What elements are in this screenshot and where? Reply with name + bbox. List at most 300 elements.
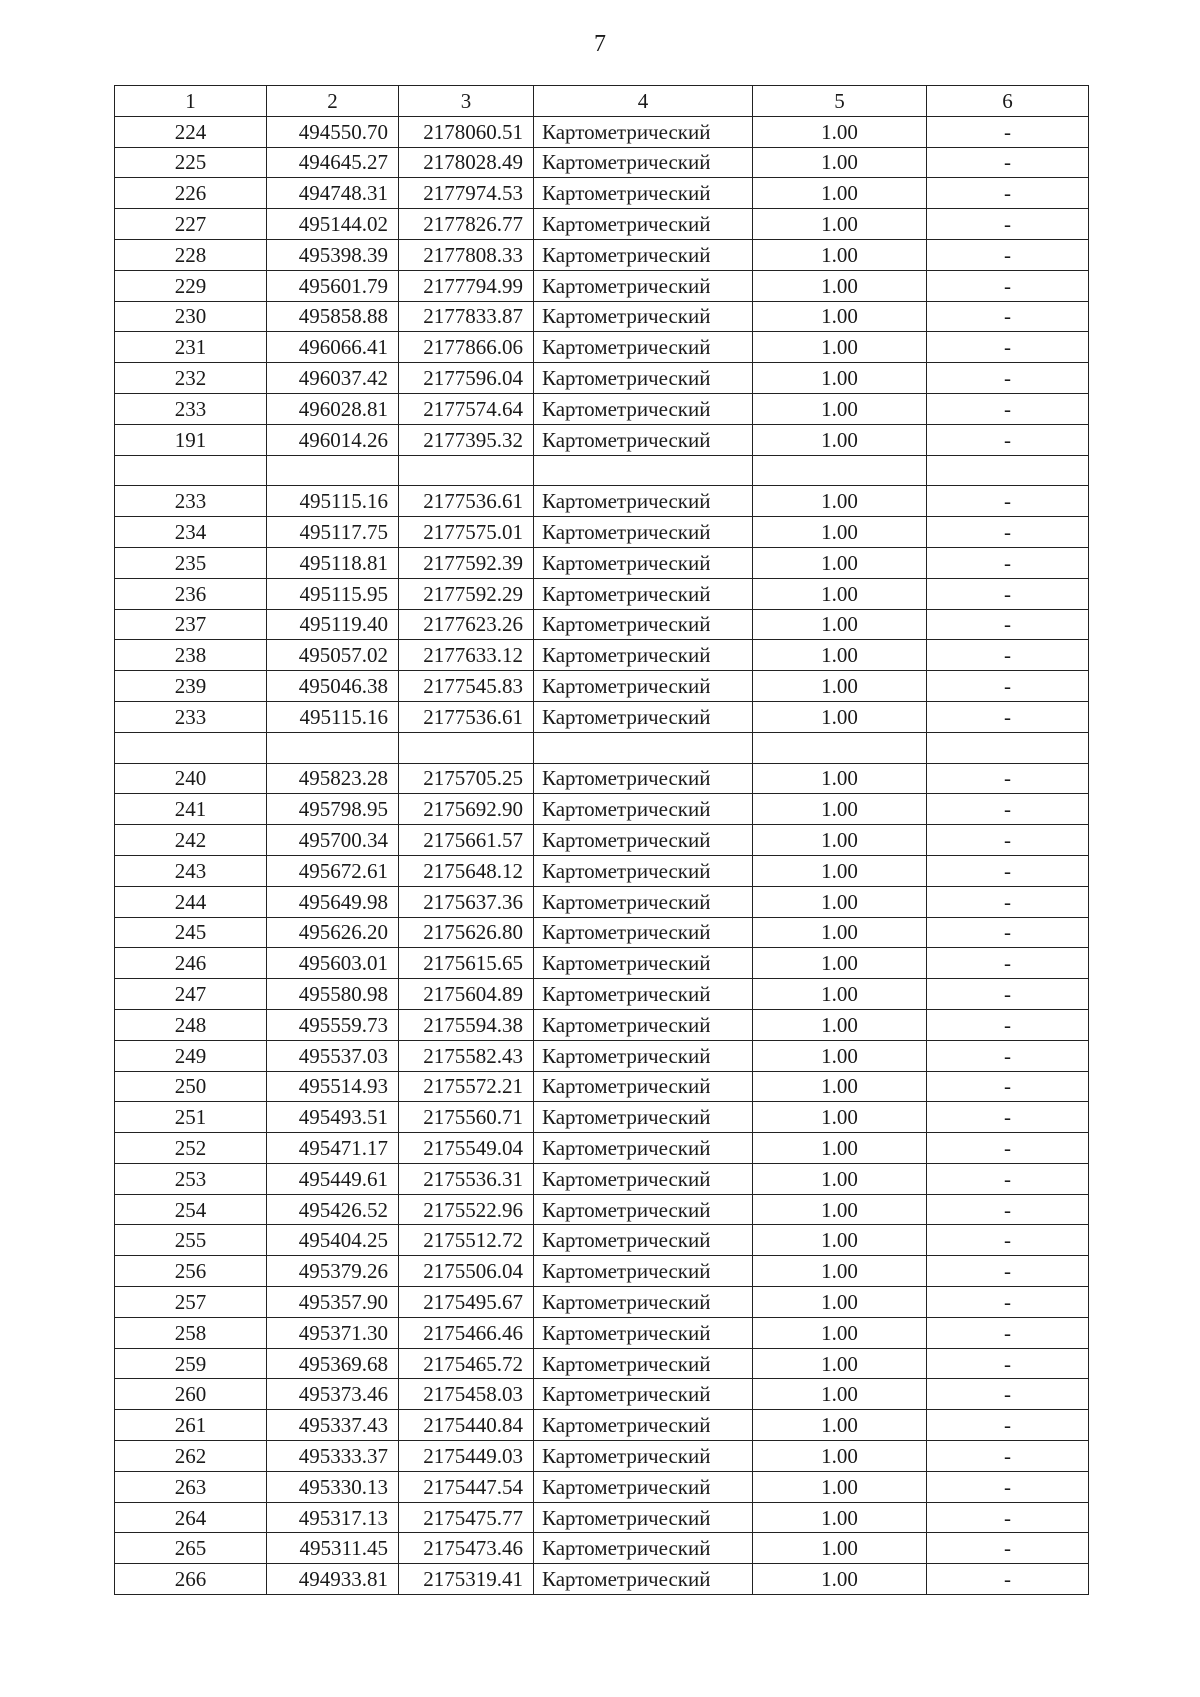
- cell-x: 495379.26: [267, 1256, 399, 1287]
- cell-point-number: 263: [115, 1471, 267, 1502]
- cell-description: [927, 732, 1089, 763]
- cell-accuracy: [753, 455, 927, 486]
- cell-method: Картометрический: [534, 393, 753, 424]
- cell-accuracy: 1.00: [753, 547, 927, 578]
- cell-method: Картометрический: [534, 363, 753, 394]
- cell-point-number: 237: [115, 609, 267, 640]
- cell-method: Картометрический: [534, 640, 753, 671]
- table-row: [115, 578, 1089, 609]
- cell-description: -: [927, 239, 1089, 270]
- cell-accuracy: 1.00: [753, 486, 927, 517]
- cell-accuracy: 1.00: [753, 1471, 927, 1502]
- page-number: 7: [594, 31, 606, 57]
- cell-y: 2177592.29: [399, 578, 534, 609]
- cell-point-number: [115, 455, 267, 486]
- cell-point-number: 243: [115, 855, 267, 886]
- cell-method: Картометрический: [534, 701, 753, 732]
- cell-x: 496028.81: [267, 393, 399, 424]
- table-row: [115, 1348, 1089, 1379]
- table-row: [115, 1287, 1089, 1318]
- cell-y: [399, 455, 534, 486]
- cell-method: Картометрический: [534, 1471, 753, 1502]
- cell-description: -: [927, 547, 1089, 578]
- cell-description: -: [927, 424, 1089, 455]
- cell-method: Картометрический: [534, 1441, 753, 1472]
- cell-point-number: 235: [115, 547, 267, 578]
- cell-accuracy: 1.00: [753, 1317, 927, 1348]
- table-row: [115, 486, 1089, 517]
- cell-y: 2177623.26: [399, 609, 534, 640]
- header-cell-method: 4: [534, 86, 753, 117]
- cell-y: 2175604.89: [399, 979, 534, 1010]
- cell-x: 494645.27: [267, 147, 399, 178]
- cell-x: 495057.02: [267, 640, 399, 671]
- table-body: [115, 116, 1089, 1594]
- cell-y: 2175506.04: [399, 1256, 534, 1287]
- cell-y: 2175522.96: [399, 1194, 534, 1225]
- cell-accuracy: 1.00: [753, 763, 927, 794]
- cell-accuracy: 1.00: [753, 917, 927, 948]
- cell-y: 2175615.65: [399, 948, 534, 979]
- cell-point-number: 191: [115, 424, 267, 455]
- cell-accuracy: 1.00: [753, 178, 927, 209]
- cell-accuracy: 1.00: [753, 1379, 927, 1410]
- cell-point-number: 259: [115, 1348, 267, 1379]
- cell-point-number: 241: [115, 794, 267, 825]
- table-row: [115, 209, 1089, 240]
- cell-method: Картометрический: [534, 671, 753, 702]
- cell-point-number: 245: [115, 917, 267, 948]
- cell-method: Картометрический: [534, 270, 753, 301]
- cell-method: Картометрический: [534, 1533, 753, 1564]
- cell-point-number: 239: [115, 671, 267, 702]
- cell-accuracy: 1.00: [753, 332, 927, 363]
- cell-y: 2177974.53: [399, 178, 534, 209]
- cell-description: -: [927, 209, 1089, 240]
- cell-accuracy: [753, 732, 927, 763]
- cell-x: 495337.43: [267, 1410, 399, 1441]
- cell-x: 495798.95: [267, 794, 399, 825]
- table-row: [115, 1471, 1089, 1502]
- cell-x: 495603.01: [267, 948, 399, 979]
- table-row: [115, 1102, 1089, 1133]
- table-row: [115, 1009, 1089, 1040]
- header-cell-accuracy: 5: [753, 86, 927, 117]
- cell-x: 495672.61: [267, 855, 399, 886]
- table-row: [115, 671, 1089, 702]
- cell-x: 495115.16: [267, 701, 399, 732]
- cell-x: 495823.28: [267, 763, 399, 794]
- cell-y: 2177826.77: [399, 209, 534, 240]
- cell-y: 2175692.90: [399, 794, 534, 825]
- cell-accuracy: 1.00: [753, 301, 927, 332]
- cell-point-number: 255: [115, 1225, 267, 1256]
- cell-method: Картометрический: [534, 1133, 753, 1164]
- cell-description: -: [927, 1564, 1089, 1595]
- cell-accuracy: 1.00: [753, 209, 927, 240]
- cell-x: 495317.13: [267, 1502, 399, 1533]
- cell-description: -: [927, 116, 1089, 147]
- cell-accuracy: 1.00: [753, 1410, 927, 1441]
- cell-y: 2175626.80: [399, 917, 534, 948]
- cell-point-number: 233: [115, 393, 267, 424]
- cell-x: 495144.02: [267, 209, 399, 240]
- cell-point-number: 231: [115, 332, 267, 363]
- cell-accuracy: 1.00: [753, 270, 927, 301]
- cell-description: -: [927, 979, 1089, 1010]
- table-row: [115, 886, 1089, 917]
- cell-y: 2175473.46: [399, 1533, 534, 1564]
- cell-point-number: 224: [115, 116, 267, 147]
- header-cell-point-number: 1: [115, 86, 267, 117]
- cell-accuracy: 1.00: [753, 116, 927, 147]
- table-row: [115, 1379, 1089, 1410]
- cell-method: Картометрический: [534, 1040, 753, 1071]
- cell-description: -: [927, 1441, 1089, 1472]
- cell-method: Картометрический: [534, 1102, 753, 1133]
- cell-point-number: 232: [115, 363, 267, 394]
- table-row: [115, 1317, 1089, 1348]
- cell-method: Картометрический: [534, 794, 753, 825]
- cell-point-number: 244: [115, 886, 267, 917]
- cell-point-number: [115, 732, 267, 763]
- cell-point-number: 250: [115, 1071, 267, 1102]
- cell-accuracy: 1.00: [753, 1163, 927, 1194]
- cell-description: -: [927, 1471, 1089, 1502]
- cell-point-number: 254: [115, 1194, 267, 1225]
- cell-point-number: 227: [115, 209, 267, 240]
- table-row: [115, 332, 1089, 363]
- cell-description: -: [927, 1040, 1089, 1071]
- cell-description: -: [927, 671, 1089, 702]
- cell-description: -: [927, 1287, 1089, 1318]
- cell-x: 495369.68: [267, 1348, 399, 1379]
- table-row: [115, 1564, 1089, 1595]
- cell-description: -: [927, 917, 1089, 948]
- cell-y: 2177575.01: [399, 517, 534, 548]
- cell-point-number: 260: [115, 1379, 267, 1410]
- cell-method: Картометрический: [534, 948, 753, 979]
- cell-method: Картометрический: [534, 1348, 753, 1379]
- table-row: [115, 763, 1089, 794]
- cell-accuracy: 1.00: [753, 517, 927, 548]
- cell-accuracy: 1.00: [753, 1040, 927, 1071]
- cell-x: 495119.40: [267, 609, 399, 640]
- cell-accuracy: 1.00: [753, 671, 927, 702]
- cell-x: 495373.46: [267, 1379, 399, 1410]
- cell-x: 495449.61: [267, 1163, 399, 1194]
- cell-point-number: 228: [115, 239, 267, 270]
- cell-y: 2177808.33: [399, 239, 534, 270]
- cell-point-number: 230: [115, 301, 267, 332]
- cell-accuracy: 1.00: [753, 1348, 927, 1379]
- cell-accuracy: 1.00: [753, 1102, 927, 1133]
- table-row: [115, 948, 1089, 979]
- cell-description: -: [927, 825, 1089, 856]
- cell-method: Картометрический: [534, 855, 753, 886]
- cell-method: Картометрический: [534, 424, 753, 455]
- cell-method: Картометрический: [534, 332, 753, 363]
- cell-description: -: [927, 886, 1089, 917]
- cell-x: [267, 732, 399, 763]
- header-cell-description: 6: [927, 86, 1089, 117]
- table-row: [115, 701, 1089, 732]
- cell-description: -: [927, 1533, 1089, 1564]
- cell-y: 2177395.32: [399, 424, 534, 455]
- cell-accuracy: 1.00: [753, 701, 927, 732]
- table-row: [115, 1533, 1089, 1564]
- cell-description: -: [927, 1133, 1089, 1164]
- table-row: [115, 424, 1089, 455]
- cell-y: 2175661.57: [399, 825, 534, 856]
- table-header: [115, 86, 1089, 117]
- cell-description: -: [927, 1502, 1089, 1533]
- cell-y: 2175560.71: [399, 1102, 534, 1133]
- cell-description: -: [927, 332, 1089, 363]
- cell-description: -: [927, 1102, 1089, 1133]
- cell-x: 495115.16: [267, 486, 399, 517]
- cell-description: -: [927, 363, 1089, 394]
- cell-method: Картометрический: [534, 1225, 753, 1256]
- table-row: [115, 979, 1089, 1010]
- cell-y: 2175449.03: [399, 1441, 534, 1472]
- cell-description: -: [927, 794, 1089, 825]
- cell-y: [399, 732, 534, 763]
- cell-point-number: 249: [115, 1040, 267, 1071]
- cell-x: 495046.38: [267, 671, 399, 702]
- cell-method: Картометрический: [534, 116, 753, 147]
- cell-description: -: [927, 948, 1089, 979]
- cell-y: 2175466.46: [399, 1317, 534, 1348]
- cell-method: Картометрический: [534, 886, 753, 917]
- cell-x: 495117.75: [267, 517, 399, 548]
- cell-description: -: [927, 701, 1089, 732]
- cell-method: Картометрический: [534, 1410, 753, 1441]
- cell-accuracy: 1.00: [753, 363, 927, 394]
- cell-point-number: 251: [115, 1102, 267, 1133]
- cell-method: Картометрический: [534, 1287, 753, 1318]
- cell-y: 2177794.99: [399, 270, 534, 301]
- table-row: [115, 1502, 1089, 1533]
- cell-accuracy: 1.00: [753, 147, 927, 178]
- cell-description: -: [927, 1194, 1089, 1225]
- cell-description: [927, 455, 1089, 486]
- cell-description: -: [927, 578, 1089, 609]
- table-row: [115, 301, 1089, 332]
- cell-method: Картометрический: [534, 979, 753, 1010]
- cell-point-number: 242: [115, 825, 267, 856]
- cell-y: 2175465.72: [399, 1348, 534, 1379]
- cell-y: 2175475.77: [399, 1502, 534, 1533]
- table-row: [115, 1163, 1089, 1194]
- cell-point-number: 247: [115, 979, 267, 1010]
- cell-description: -: [927, 855, 1089, 886]
- cell-method: Картометрический: [534, 609, 753, 640]
- cell-description: -: [927, 517, 1089, 548]
- cell-accuracy: 1.00: [753, 1287, 927, 1318]
- cell-accuracy: 1.00: [753, 794, 927, 825]
- cell-point-number: 262: [115, 1441, 267, 1472]
- table-row: [115, 794, 1089, 825]
- cell-accuracy: 1.00: [753, 239, 927, 270]
- cell-x: 495333.37: [267, 1441, 399, 1472]
- cell-y: 2177592.39: [399, 547, 534, 578]
- table-row: [115, 1225, 1089, 1256]
- cell-y: 2175440.84: [399, 1410, 534, 1441]
- cell-y: 2175637.36: [399, 886, 534, 917]
- cell-x: 495700.34: [267, 825, 399, 856]
- cell-y: 2175319.41: [399, 1564, 534, 1595]
- cell-accuracy: 1.00: [753, 1225, 927, 1256]
- cell-y: 2177866.06: [399, 332, 534, 363]
- cell-point-number: 246: [115, 948, 267, 979]
- cell-point-number: 229: [115, 270, 267, 301]
- table-row: [115, 1194, 1089, 1225]
- cell-description: -: [927, 1163, 1089, 1194]
- cell-method: Картометрический: [534, 917, 753, 948]
- table-row: [115, 1133, 1089, 1164]
- cell-point-number: 258: [115, 1317, 267, 1348]
- cell-point-number: 266: [115, 1564, 267, 1595]
- table-row: [115, 455, 1089, 486]
- cell-point-number: 234: [115, 517, 267, 548]
- cell-description: -: [927, 1256, 1089, 1287]
- cell-x: 496014.26: [267, 424, 399, 455]
- cell-x: 495858.88: [267, 301, 399, 332]
- cell-method: [534, 732, 753, 763]
- cell-x: 495118.81: [267, 547, 399, 578]
- cell-description: -: [927, 1009, 1089, 1040]
- cell-y: 2175648.12: [399, 855, 534, 886]
- cell-point-number: 256: [115, 1256, 267, 1287]
- cell-accuracy: 1.00: [753, 979, 927, 1010]
- table-row: [115, 855, 1089, 886]
- cell-accuracy: 1.00: [753, 393, 927, 424]
- cell-method: Картометрический: [534, 825, 753, 856]
- cell-point-number: 261: [115, 1410, 267, 1441]
- cell-y: 2177574.64: [399, 393, 534, 424]
- cell-accuracy: 1.00: [753, 948, 927, 979]
- cell-x: 495115.95: [267, 578, 399, 609]
- cell-accuracy: 1.00: [753, 640, 927, 671]
- table-row: [115, 116, 1089, 147]
- cell-x: 496037.42: [267, 363, 399, 394]
- cell-x: 494933.81: [267, 1564, 399, 1595]
- cell-x: 495601.79: [267, 270, 399, 301]
- cell-y: 2175549.04: [399, 1133, 534, 1164]
- cell-description: -: [927, 1317, 1089, 1348]
- cell-y: 2175582.43: [399, 1040, 534, 1071]
- cell-x: 495398.39: [267, 239, 399, 270]
- cell-y: 2177596.04: [399, 363, 534, 394]
- cell-y: 2177536.61: [399, 701, 534, 732]
- cell-x: 495559.73: [267, 1009, 399, 1040]
- cell-method: Картометрический: [534, 239, 753, 270]
- table-row: [115, 825, 1089, 856]
- cell-description: -: [927, 147, 1089, 178]
- table-row: [115, 1040, 1089, 1071]
- coordinates-table: [114, 85, 1089, 1595]
- cell-x: [267, 455, 399, 486]
- cell-x: 495537.03: [267, 1040, 399, 1071]
- table-row: [115, 363, 1089, 394]
- cell-description: -: [927, 1225, 1089, 1256]
- cell-x: 495626.20: [267, 917, 399, 948]
- cell-x: 495426.52: [267, 1194, 399, 1225]
- cell-x: 495371.30: [267, 1317, 399, 1348]
- table-row: [115, 239, 1089, 270]
- cell-x: 495311.45: [267, 1533, 399, 1564]
- table-row: [115, 1441, 1089, 1472]
- cell-description: -: [927, 763, 1089, 794]
- table-row: [115, 393, 1089, 424]
- table-row: [115, 547, 1089, 578]
- cell-x: 495404.25: [267, 1225, 399, 1256]
- cell-accuracy: 1.00: [753, 578, 927, 609]
- cell-method: [534, 455, 753, 486]
- cell-point-number: 257: [115, 1287, 267, 1318]
- table-row: [115, 147, 1089, 178]
- cell-accuracy: 1.00: [753, 1502, 927, 1533]
- cell-accuracy: 1.00: [753, 1441, 927, 1472]
- cell-point-number: 236: [115, 578, 267, 609]
- cell-y: 2178028.49: [399, 147, 534, 178]
- cell-y: 2175705.25: [399, 763, 534, 794]
- cell-point-number: 240: [115, 763, 267, 794]
- cell-description: -: [927, 1071, 1089, 1102]
- header-row: [115, 86, 1089, 117]
- cell-method: Картометрический: [534, 578, 753, 609]
- cell-method: Картометрический: [534, 1194, 753, 1225]
- cell-description: -: [927, 393, 1089, 424]
- cell-method: Картометрический: [534, 763, 753, 794]
- cell-y: 2175572.21: [399, 1071, 534, 1102]
- cell-accuracy: 1.00: [753, 825, 927, 856]
- cell-y: 2175512.72: [399, 1225, 534, 1256]
- cell-method: Картометрический: [534, 209, 753, 240]
- table-row: [115, 178, 1089, 209]
- cell-method: Картометрический: [534, 1256, 753, 1287]
- cell-accuracy: 1.00: [753, 1009, 927, 1040]
- cell-x: 495580.98: [267, 979, 399, 1010]
- cell-y: 2177536.61: [399, 486, 534, 517]
- cell-y: 2177545.83: [399, 671, 534, 702]
- cell-method: Картометрический: [534, 1564, 753, 1595]
- cell-description: -: [927, 609, 1089, 640]
- cell-method: Картометрический: [534, 301, 753, 332]
- cell-accuracy: 1.00: [753, 1071, 927, 1102]
- cell-accuracy: 1.00: [753, 1194, 927, 1225]
- cell-y: 2175495.67: [399, 1287, 534, 1318]
- table-row: [115, 1410, 1089, 1441]
- cell-method: Картометрический: [534, 1379, 753, 1410]
- cell-method: Картометрический: [534, 486, 753, 517]
- cell-method: Картометрический: [534, 147, 753, 178]
- cell-point-number: 265: [115, 1533, 267, 1564]
- cell-x: 495357.90: [267, 1287, 399, 1318]
- cell-method: Картометрический: [534, 1071, 753, 1102]
- cell-x: 495493.51: [267, 1102, 399, 1133]
- cell-y: 2178060.51: [399, 116, 534, 147]
- cell-description: -: [927, 178, 1089, 209]
- cell-x: 495471.17: [267, 1133, 399, 1164]
- table-row: [115, 270, 1089, 301]
- cell-point-number: 225: [115, 147, 267, 178]
- cell-method: Картометрический: [534, 1317, 753, 1348]
- header-cell-x: 2: [267, 86, 399, 117]
- cell-method: Картометрический: [534, 547, 753, 578]
- cell-point-number: 238: [115, 640, 267, 671]
